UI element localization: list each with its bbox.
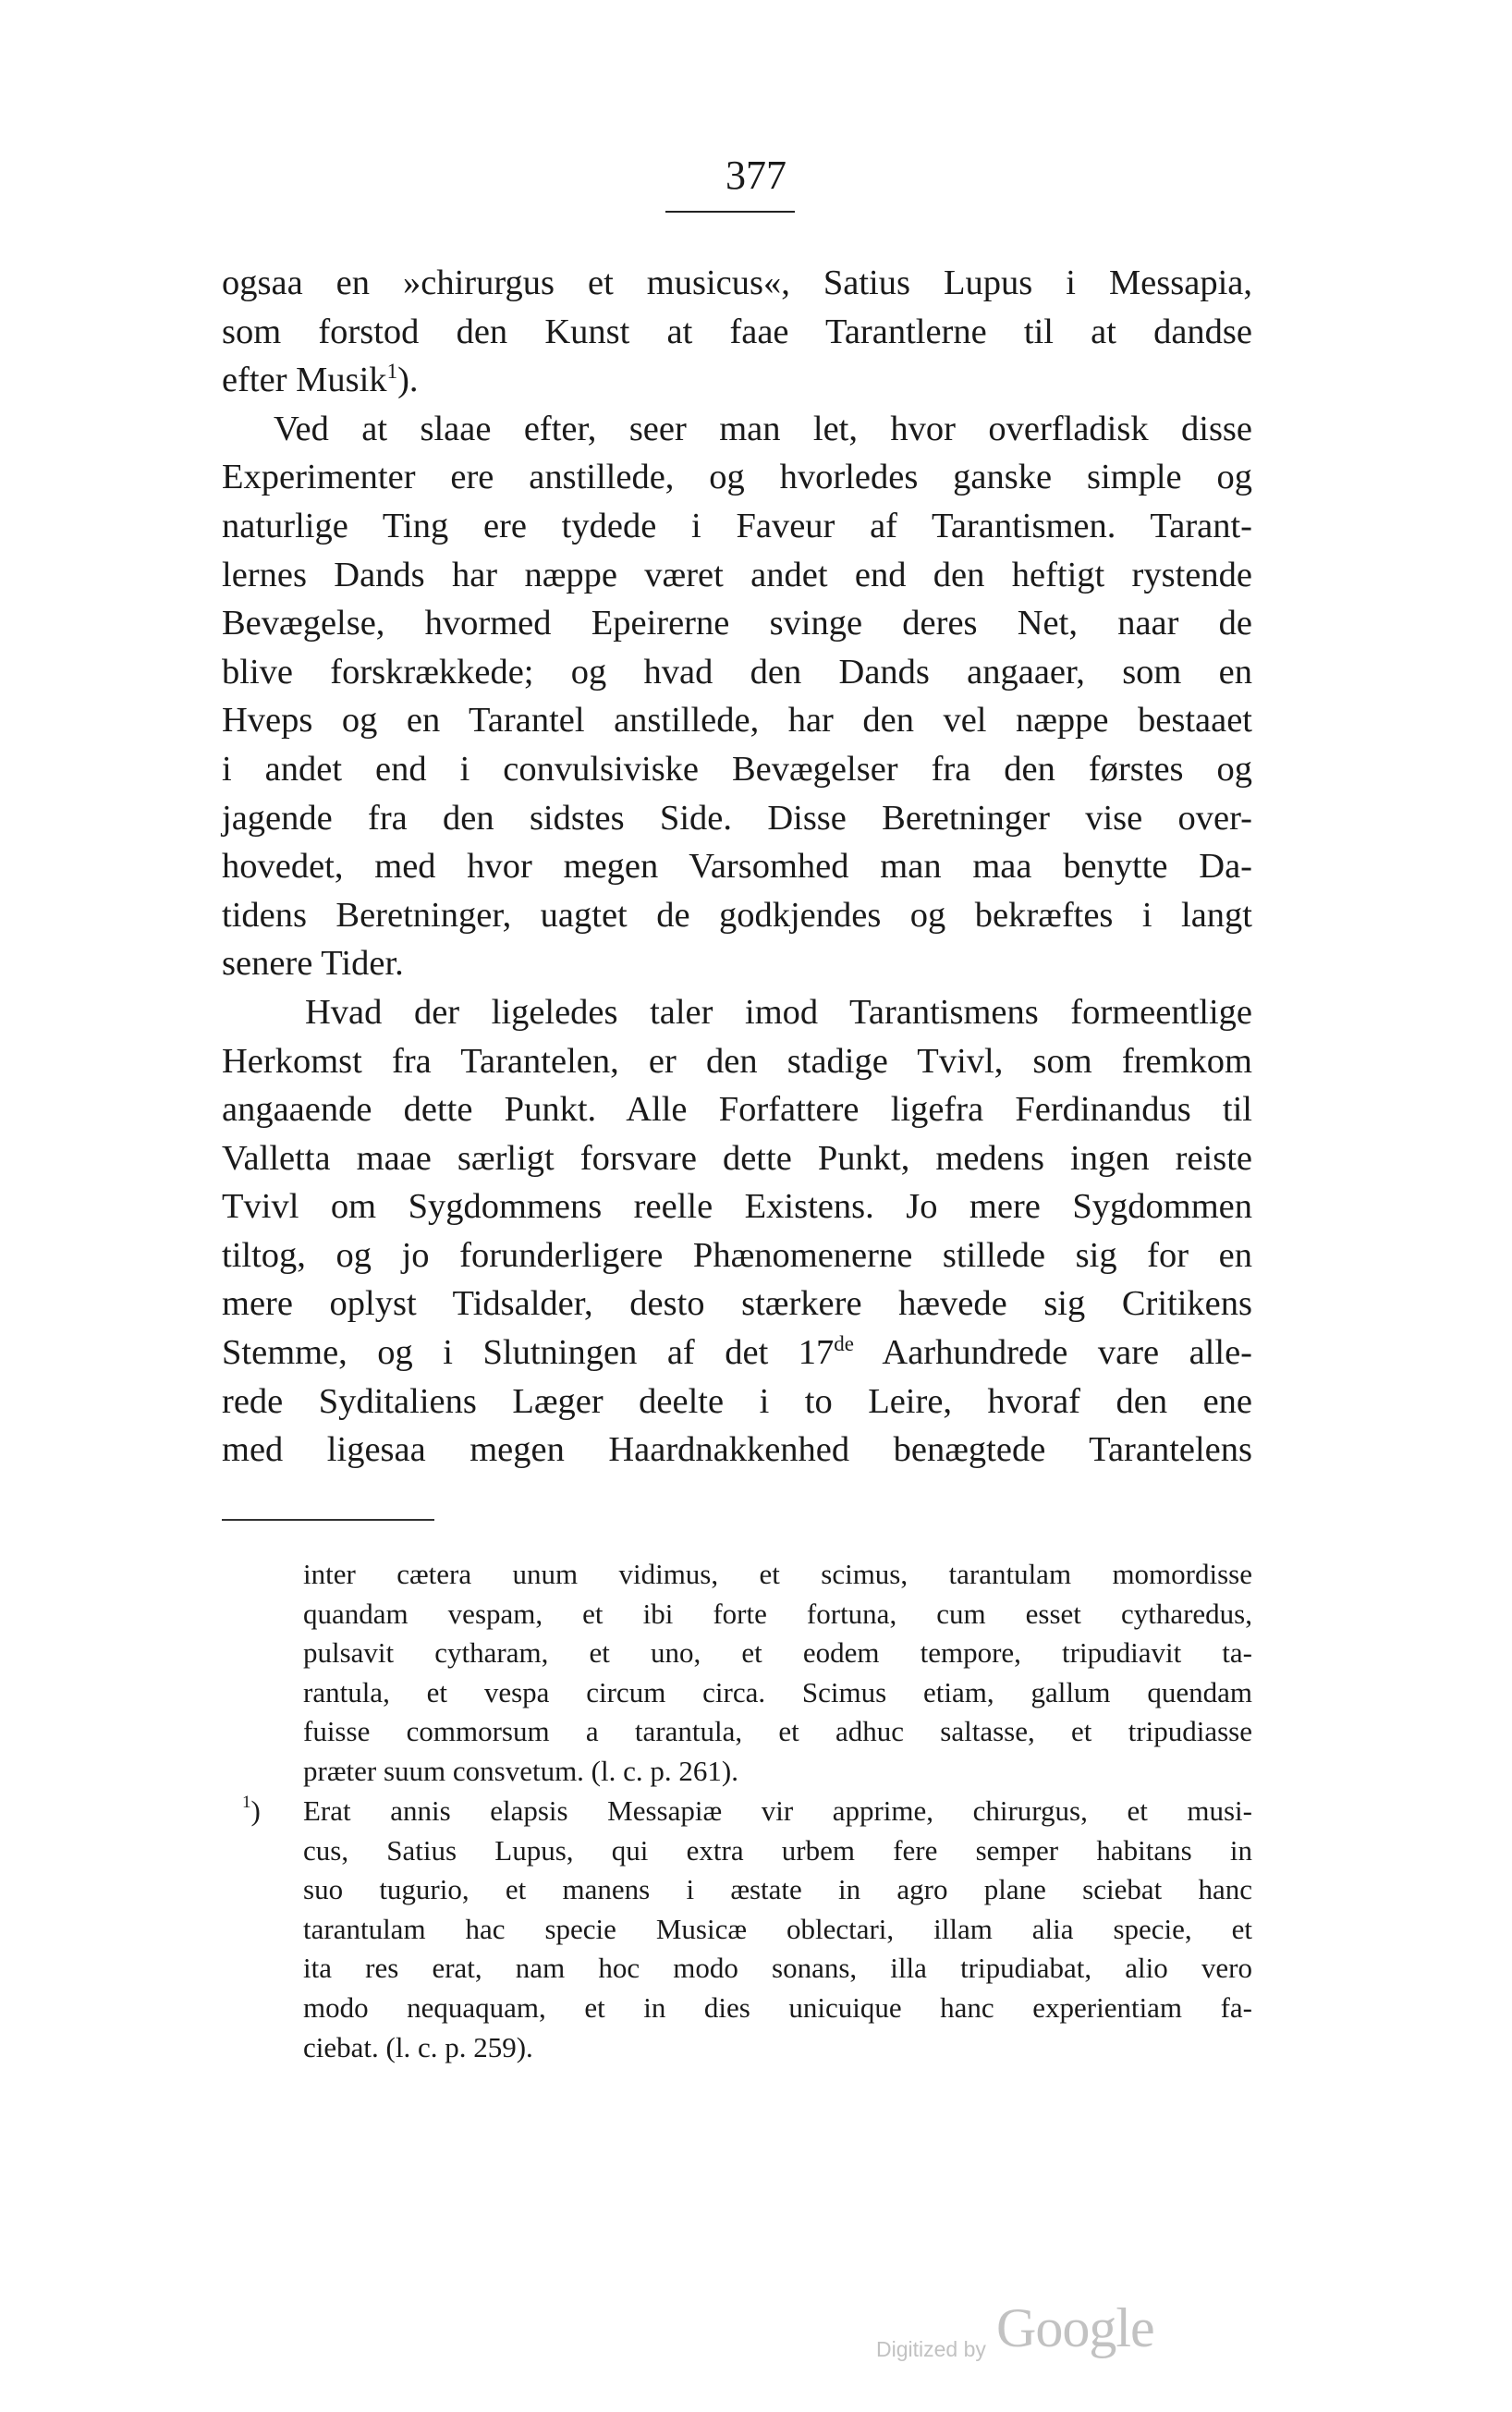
footnote-line: fuisse commorsum a tarantula, et adhuc saltasse, et tripudiasse [303, 1715, 1252, 1748]
text-line: angaaende dette Punkt. Alle Forfattere ligefra Ferdinandus til [222, 1090, 1252, 1130]
footnote-line: Erat annis elapsis Messapiæ vir apprime, chirurgus, et musi- [303, 1794, 1252, 1827]
footnote-marker-paren: ) [250, 1794, 261, 1827]
text-line: Valletta maae særligt forsvare dette Punkt, medens ingen reiste [222, 1138, 1252, 1178]
text-line-content: Aarhundrede vare alle- [854, 1333, 1252, 1373]
text-line: lernes Dands har næppe været andet end den heftigt rystende [222, 555, 1252, 594]
text-line: rede Syditaliens Læger deelte i to Leire, hvoraf den ene [222, 1381, 1252, 1421]
text-line: tidens Beretninger, uagtet de godkjendes og bekræftes i langt [222, 895, 1252, 935]
text-line: med ligesaa megen Haardnakkenhed benægtede Tarantelens [222, 1430, 1252, 1470]
footnote-line: rantula, et vespa circum circa. Scimus etiam, gallum quendam [303, 1675, 1252, 1708]
text-line: ogsaa en »chirurgus et musicus«, Satius Lupus i Messapia, [222, 263, 1252, 302]
footnote-line: modo nequaquam, et in dies unicuique hanc experientiam fa- [303, 1990, 1252, 2024]
footnote-line: inter cætera unum vidimus, et scimus, tarantulam momordisse [303, 1558, 1252, 1590]
text-line-content: efter Musik [222, 361, 387, 400]
body-text [222, 259, 1252, 1475]
text-line: Herkomst fra Tarantelen, er den stadige Tvivl, som fremkom [222, 1041, 1252, 1081]
footnote-line: tarantulam hac specie Musicæ oblectari, illam alia specie, et [303, 1912, 1252, 1945]
footnote-line: ciebat. (l. c. p. 259). [303, 2030, 533, 2063]
text-line: Experimenter ere anstillede, og hvorledes ganske simple og [222, 458, 1252, 497]
page-number-rule [665, 211, 795, 213]
text-line: Hveps og en Tarantel anstillede, har den vel næppe bestaaet [222, 701, 1252, 741]
ordinal-superscript: de [834, 1332, 855, 1356]
text-line [222, 1328, 1252, 1377]
page-number: 377 [726, 153, 786, 198]
footnote-line: quandam vespam, et ibi forte fortuna, cum esset cytharedus, [303, 1597, 1252, 1630]
footnote-line: ita res erat, nam hoc modo sonans, illa tripudiabat, alio vero [303, 1952, 1252, 1985]
text-line: hovedet, med hvor megen Varsomhed man maa benytte Da- [222, 847, 1252, 887]
footnote-line: suo tugurio, et manens i æstate in agro plane sciebat hanc [303, 1873, 1252, 1906]
text-line-content: ). [397, 361, 419, 400]
text-line: naturlige Ting ere tydede i Faveur af Tarantismen. Tarant- [222, 506, 1252, 545]
text-line: Ved at slaae efter, seer man let, hvor overfladisk disse [274, 409, 1252, 448]
footnote-line: præter suum consvetum. (l. c. p. 261). [303, 1754, 738, 1787]
text-line: senere Tider. [222, 944, 404, 984]
text-line: som forstod den Kunst at faae Tarantlerne til at dandse [222, 312, 1252, 351]
footnote-continued [303, 1555, 1252, 1792]
footnote-reference: 1 [386, 360, 398, 384]
text-line: Bevægelse, hvormed Epeirerne svinge deres Net, naar de [222, 604, 1252, 643]
text-line: blive forskrækkede; og hvad den Dands angaaer, som en [222, 652, 1252, 692]
text-line [222, 356, 1252, 405]
footnote-divider [222, 1519, 434, 1521]
text-line: Hvad der ligeledes taler imod Tarantismens formeentlige [305, 992, 1252, 1032]
text-line: tiltog, og jo forunderligere Phænomenerne stillede sig for en [222, 1235, 1252, 1275]
text-line: mere oplyst Tidsalder, desto stærkere hævede sig Critikens [222, 1284, 1252, 1324]
footnote-marker [242, 1792, 261, 1831]
footnote-marker-number: 1 [242, 1793, 251, 1812]
footnote-1 [242, 1792, 1252, 2067]
text-line: Tvivl om Sygdommens reelle Existens. Jo mere Sygdommen [222, 1187, 1252, 1227]
text-line-content: Stemme, og i Slutningen af det 17 [222, 1333, 835, 1373]
google-logo: Google [996, 2297, 1154, 2358]
footnote-line: cus, Satius Lupus, qui extra urbem fere semper habitans in [303, 1833, 1252, 1867]
digitized-by-label: Digitized by [876, 2337, 986, 2361]
text-line: jagende fra den sidstes Side. Disse Beretninger vise over- [222, 798, 1252, 838]
text-line: i andet end i convulsiviske Bevægelser fra den førstes og [222, 749, 1252, 789]
footnote-line: pulsavit cytharam, et uno, et eodem tempore, tripudiavit ta- [303, 1636, 1252, 1670]
